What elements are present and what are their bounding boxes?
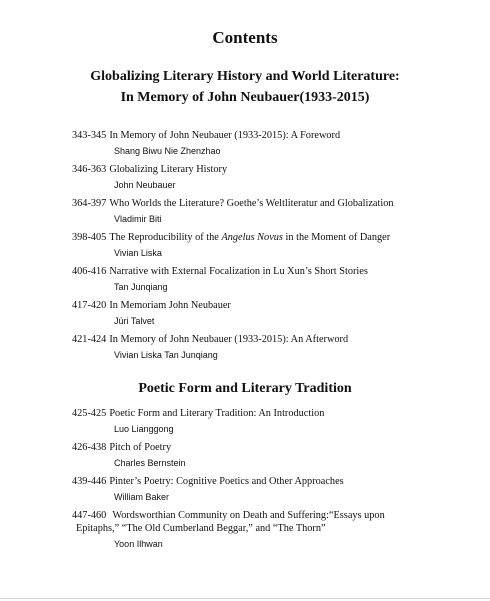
entry-title: In Memory of John Neubauer (1933-2015): An Afterword — [109, 334, 349, 345]
contents-entry — [72, 129, 472, 157]
page-range: 417-420 — [72, 300, 107, 311]
entry-title-line — [72, 231, 472, 244]
entry-authors: John Neubauer — [114, 180, 176, 190]
contents-entry — [72, 299, 472, 327]
contents-list-poetic-form — [72, 407, 472, 556]
entry-title-part: The Reproducibility of the — [109, 232, 222, 243]
entry-authors: Luo Lianggong — [114, 424, 174, 434]
entry-title-line — [72, 163, 472, 176]
contents-entry — [72, 441, 472, 469]
page-range: 364-397 — [72, 198, 107, 209]
entry-title-line — [72, 509, 472, 522]
entry-title-italic: Angelus Novus — [221, 232, 283, 243]
entry-title-line — [72, 333, 472, 346]
contents-entry — [72, 231, 472, 259]
page-range: 426-438 — [72, 442, 107, 453]
entry-authors: Vivian Liska — [114, 248, 162, 258]
entry-title-line — [72, 407, 472, 420]
page-range: 343-345 — [72, 130, 107, 141]
page-range: 346-363 — [72, 164, 107, 175]
contents-entry — [72, 407, 472, 435]
page-range: 398-405 — [72, 232, 107, 243]
entry-title: In Memoriam John Neubauer — [109, 300, 231, 311]
section-heading-line: Globalizing Literary History and World Literature: — [90, 69, 400, 84]
contents-entry — [72, 163, 472, 191]
entry-authors: Yoon Ilhwan — [114, 539, 163, 549]
entry-title: Poetic Form and Literary Tradition: An Introduction — [109, 408, 325, 419]
entry-title: Pinter’s Poetry: Cognitive Poetics and Other Approaches — [109, 476, 344, 487]
entry-authors: Charles Bernstein — [114, 458, 186, 468]
entry-title-continuation: Epitaphs,” “The Old Cumberland Beggar,” and “The Thorn” — [76, 523, 326, 534]
entry-authors: Vivian Liska Tan Junqiang — [114, 350, 218, 360]
entry-title-part: in the Moment of Danger — [282, 232, 391, 243]
entry-title: Narrative with External Focalization in Lu Xun’s Short Stories — [109, 266, 368, 277]
section-heading-poetic-form: Poetic Form and Literary Tradition — [138, 381, 352, 396]
contents-entry — [72, 265, 472, 293]
entry-title: Globalizing Literary History — [109, 164, 228, 175]
entry-authors: William Baker — [114, 492, 170, 502]
entry-title-line — [72, 299, 472, 312]
entry-authors: Shang Biwu Nie Zhenzhao — [114, 146, 221, 156]
contents-entry — [72, 197, 472, 225]
entry-authors: Jüri Talvet — [114, 316, 155, 326]
entry-title-line — [72, 129, 472, 142]
entry-title-line — [72, 265, 472, 278]
page-range: 425-425 — [72, 408, 107, 419]
page-range: 406-416 — [72, 266, 107, 277]
entry-title: Wordsworthian Community on Death and Suffering:“Essays upon — [112, 510, 385, 521]
entry-authors: Vladimir Biti — [114, 214, 162, 224]
section-heading-globalizing — [0, 66, 490, 108]
entry-title-line — [72, 475, 472, 488]
contents-list-globalizing — [72, 129, 472, 367]
entry-title: Pitch of Poetry — [109, 442, 172, 453]
page-range: 421-424 — [72, 334, 107, 345]
entry-title-line — [72, 197, 472, 210]
entry-authors: Tan Junqiang — [114, 282, 168, 292]
section-heading-line: In Memory of John Neubauer(1933-2015) — [120, 90, 370, 105]
page-bottom-rule — [0, 598, 490, 599]
page-title: Contents — [212, 28, 278, 47]
page-range: 439-446 — [72, 476, 107, 487]
contents-entry — [72, 509, 472, 550]
entry-title: Who Worlds the Literature? Goethe’s Weltliteratur and Globalization — [109, 198, 394, 209]
entry-title: In Memory of John Neubauer (1933-2015): A Foreword — [109, 130, 341, 141]
entry-title-line — [72, 441, 472, 454]
contents-entry — [72, 333, 472, 361]
page-range: 447-460 — [72, 510, 107, 521]
contents-entry — [72, 475, 472, 503]
